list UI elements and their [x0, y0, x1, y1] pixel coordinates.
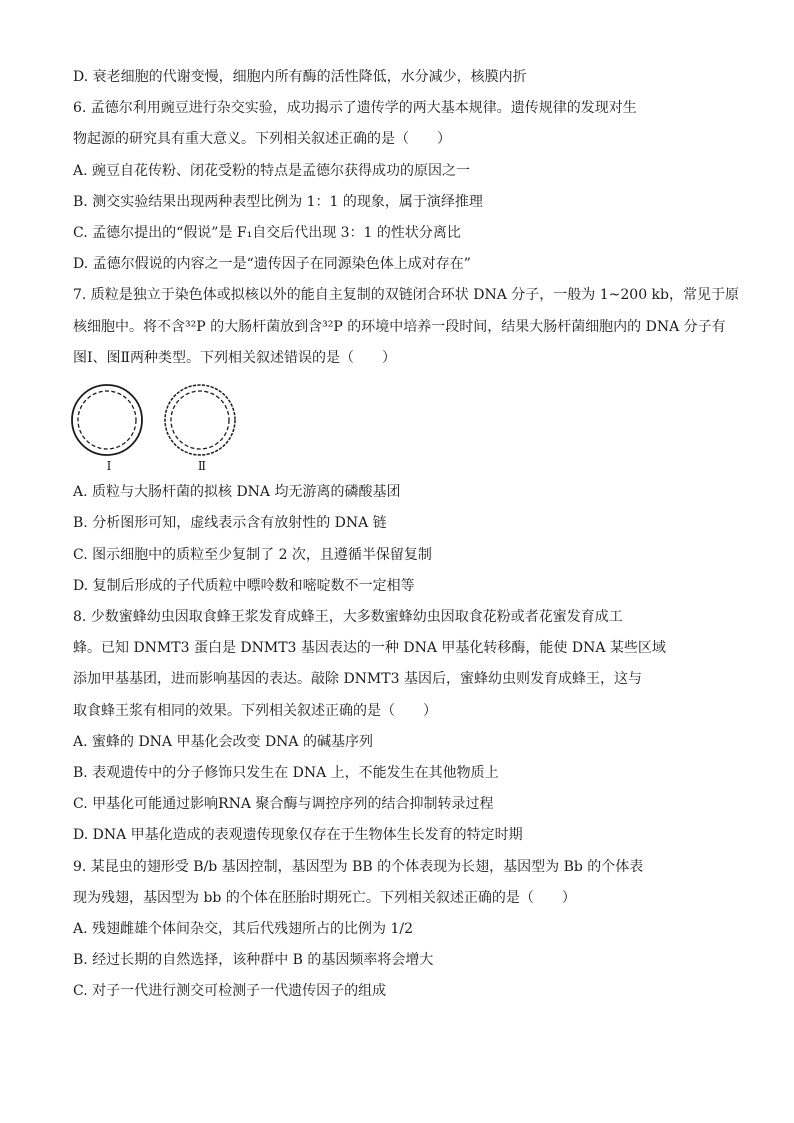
- question-7-stem-line: 7. 质粒是独立于染色体或拟核以外的能自主复制的双链闭合环状 DNA 分子，一般为 1~200 kb，常见于原: [73, 287, 739, 304]
- question-8-stem-line: 8. 少数蜜蜂幼虫因取食蜂王浆发育成蜂王，大多数蜜蜂幼虫因取食花粉或者花蜜发育成工: [73, 609, 623, 626]
- question-7-stem-line: 核细胞中。将不含³²P 的大肠杆菌放到含³²P 的环境中培养一段时间，结果大肠杆菌细胞内的 DNA 分子有: [73, 318, 726, 335]
- exam-content: [73, 62, 773, 1007]
- question-6-option-a: A. 豌豆自花传粉、闭花受粉的特点是孟德尔获得成功的原因之一: [73, 162, 471, 179]
- figure-1-inner-strand: [78, 391, 136, 449]
- question-8-option-a: A. 蜜蜂的 DNA 甲基化会改变 DNA 的碱基序列: [73, 733, 373, 750]
- figure-2-inner-strand: [171, 391, 229, 449]
- question-7-option-a: A. 质粒与大肠杆菌的拟核 DNA 均无游离的磷酸基团: [73, 484, 401, 501]
- question-7-option-d: D. 复制后形成的子代质粒中嘌呤数和嘧啶数不一定相等: [73, 577, 415, 594]
- figure-2-outer-strand: [165, 385, 235, 455]
- question-7-stem-line: 图Ⅰ、图Ⅱ两种类型。下列相关叙述错误的是（ ）: [73, 349, 397, 366]
- figure-1-label: Ⅰ: [106, 458, 112, 473]
- question-6-option-d: D. 孟德尔假说的内容之一是“遗传因子在同源染色体上成对存在”: [73, 256, 471, 273]
- question-9-option-b: B. 经过长期的自然选择，该种群中 B 的基因频率将会增大: [73, 952, 434, 969]
- plasmid-figure: [73, 374, 773, 477]
- question-9-stem-line: 9. 某昆虫的翅形受 B/b 基因控制，基因型为 BB 的个体表现为长翅，基因型为 Bb 的个体表: [73, 858, 644, 875]
- question-6-stem-line: 6. 孟德尔利用豌豆进行杂交实验，成功揭示了遗传学的两大基本规律。遗传规律的发现对生: [73, 100, 637, 117]
- question-6-option-c: C. 孟德尔提出的“假说”是 F₁自交后代出现 3：1 的性状分离比: [73, 224, 461, 241]
- question-8-option-d: D. DNA 甲基化造成的表观遗传现象仅存在于生物体生长发育的特定时期: [73, 827, 523, 844]
- question-8-stem-line: 取食蜂王浆有相同的效果。下列相关叙述正确的是（ ）: [73, 702, 437, 719]
- question-7-option-c: C. 图示细胞中的质粒至少复制了 2 次，且遵循半保留复制: [73, 546, 432, 563]
- question-9-stem-line: 现为残翅，基因型为 bb 的个体在胚胎时期死亡。下列相关叙述正确的是（ ）: [73, 889, 576, 906]
- question-6-stem-line: 物起源的研究具有重大意义。下列相关叙述正确的是（ ）: [73, 131, 451, 148]
- question-8-option-b: B. 表观遗传中的分子修饰只发生在 DNA 上，不能发生在其他物质上: [73, 764, 499, 781]
- question-9-option-a: A. 残翅雌雄个体间杂交，其后代残翅所占的比例为 1/2: [73, 920, 413, 937]
- question-7-option-b: B. 分析图形可知，虚线表示含有放射性的 DNA 链: [73, 515, 387, 532]
- question-8-stem-line: 蜂。已知 DNMT3 蛋白是 DNMT3 基因表达的一种 DNA 甲基化转移酶，能使 DNA 某些区域: [73, 640, 666, 657]
- question-5-option-d: D. 衰老细胞的代谢变慢，细胞内所有酶的活性降低，水分减少，核膜内折: [73, 69, 527, 85]
- figure-2-label: Ⅱ: [197, 458, 207, 473]
- question-6-option-b: B. 测交实验结果出现两种表型比例为 1：1 的现象，属于演绎推理: [73, 193, 483, 210]
- figure-1-outer-strand: [72, 385, 142, 455]
- plasmid-diagram: [60, 374, 260, 478]
- question-8-stem-line: 添加甲基基团，进而影响基因的表达。敲除 DNMT3 基因后，蜜蜂幼虫则发育成蜂王，这与: [73, 671, 642, 688]
- question-9-option-c: C. 对子一代进行测交可检测子一代遗传因子的组成: [73, 983, 387, 1000]
- question-8-option-c: C. 甲基化可能通过影响RNA 聚合酶与调控序列的结合抑制转录过程: [73, 796, 494, 813]
